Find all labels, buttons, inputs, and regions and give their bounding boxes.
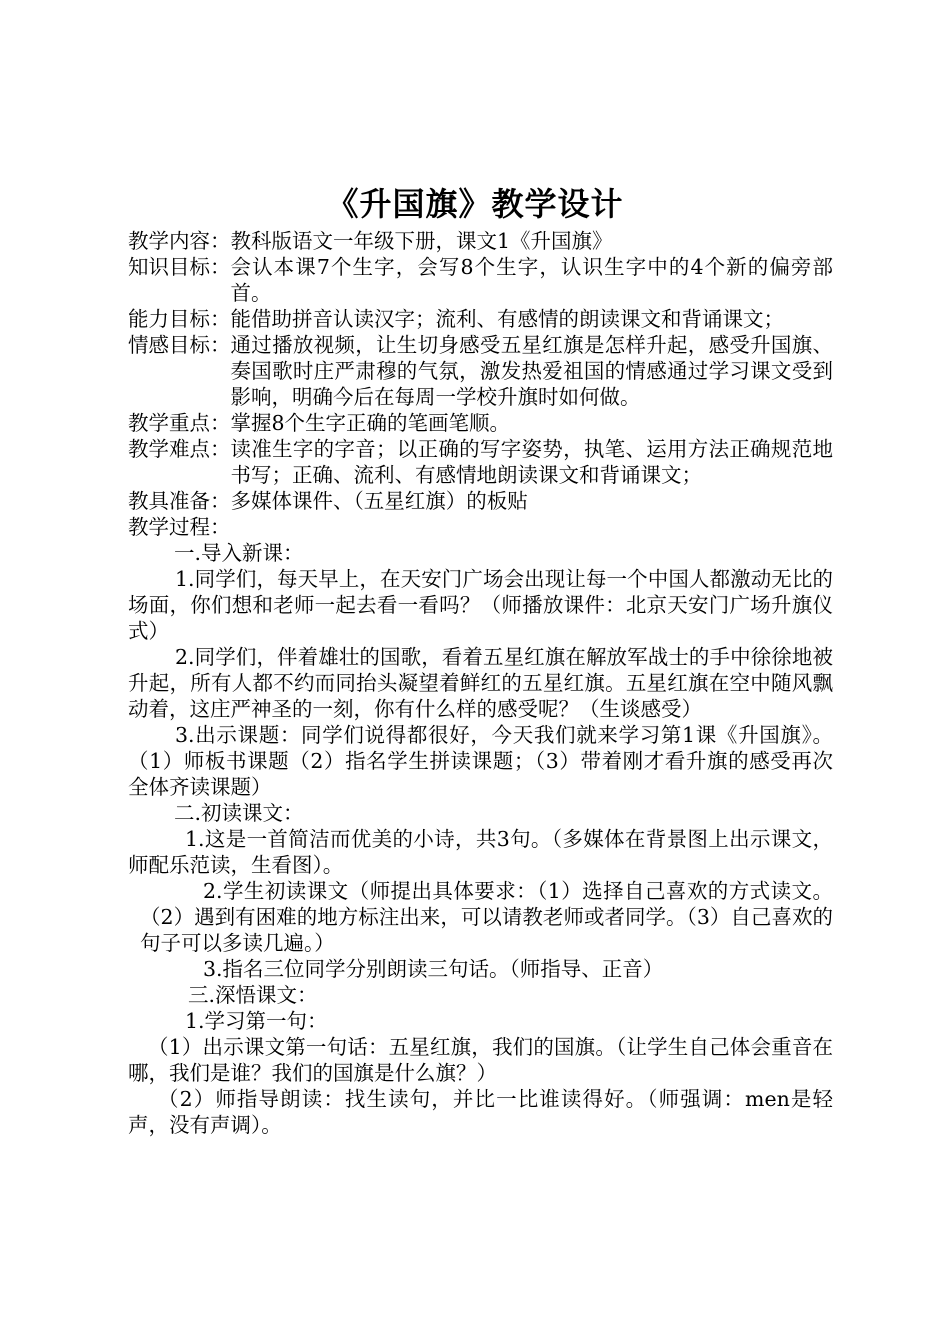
paragraph: （2）师指导朗读：找生读句，并比一比谁读得好。（师强调：men是轻声，没有声调）。 bbox=[128, 1087, 833, 1137]
field-content bbox=[128, 228, 833, 254]
field-knowledge-goal bbox=[128, 254, 833, 306]
field-label: 能力目标： bbox=[128, 307, 231, 331]
field-label: 教学重点： bbox=[128, 411, 231, 435]
field-value: 能借助拼音认读汉字；流利、有感情的朗读课文和背诵课文； bbox=[230, 307, 784, 331]
field-ability-goal bbox=[128, 306, 833, 332]
field-label: 教学难点： bbox=[128, 437, 231, 461]
paragraph: 1.这是一首简洁而优美的小诗，共3句。（多媒体在背景图上出示课文，师配乐范读，生看图）。 bbox=[128, 827, 833, 877]
field-value: 多媒体课件、（五星红旗）的板贴 bbox=[230, 489, 528, 513]
field-value: 教科版语文一年级下册，课文1《升国旗》 bbox=[230, 229, 613, 253]
paragraph: （1）出示课文第一句话：五星红旗，我们的国旗。（让学生自己体会重音在哪，我们是谁？我们的国旗是什么旗？） bbox=[128, 1035, 833, 1085]
paragraph: 2.同学们，伴着雄壮的国歌，看着五星红旗在解放军战士的手中徐徐地被升起，所有人都不约而同抬头凝望着鲜红的五星红旗。五星红旗在空中随风飘动着，这庄严神圣的一刻，你有什么样的感受呢？（生谈感受） bbox=[128, 645, 833, 721]
field-label: 情感目标： bbox=[128, 333, 231, 357]
field-value: 通过播放视频，让生切身感受五星红旗是怎样升起，感受升国旗、奏国歌时庄严肃穆的气氛，激发热爱祖国的情感通过学习课文受到影响，明确今后在每周一学校升旗时如何做。 bbox=[230, 333, 833, 409]
field-value: 读准生字的字音；以正确的写字姿势，执笔、运用方法正确规范地书写；正确、流利、有感情地朗读课文和背诵课文； bbox=[230, 437, 833, 487]
paragraph: 2.学生初读课文（师提出具体要求：（1）选择自己喜欢的方式读文。（2）遇到有困难的地方标注出来，可以请教老师或者同学。（3）自己喜欢的句子可以多读几遍。） bbox=[140, 879, 833, 955]
paragraph: 1.同学们，每天早上，在天安门广场会出现让每一个中国人都激动无比的场面，你们想和老师一起去看一看吗？（师播放课件：北京天安门广场升旗仪式） bbox=[128, 567, 833, 643]
field-key-point bbox=[128, 410, 833, 436]
field-label: 知识目标： bbox=[128, 255, 231, 279]
paragraph: 1.学习第一句： bbox=[185, 1009, 328, 1033]
field-label: 教具准备： bbox=[128, 489, 231, 513]
field-value: 会认本课7个生字，会写8个生字，认识生字中的4个新的偏旁部首。 bbox=[230, 255, 833, 305]
field-value: 掌握8个生字正确的笔画笔顺。 bbox=[230, 411, 511, 435]
paragraph: 3.出示课题：同学们说得都很好，今天我们就来学习第1课《升国旗》。（1）师板书课题（2）指名学生拼读课题；（3）带着刚才看升旗的感受再次全体齐读课题） bbox=[128, 723, 833, 799]
document-title: 《升国旗》教学设计 bbox=[326, 185, 624, 223]
section-heading-3: 三.深悟课文： bbox=[188, 983, 318, 1007]
document-body bbox=[128, 228, 833, 1138]
process-label: 教学过程： bbox=[128, 515, 231, 539]
section-heading-2: 二.初读课文： bbox=[174, 801, 304, 825]
field-difficulty bbox=[128, 436, 833, 488]
field-materials bbox=[128, 488, 833, 514]
field-emotion-goal bbox=[128, 332, 833, 410]
field-label: 教学内容： bbox=[128, 229, 231, 253]
section-heading-1: 一.导入新课： bbox=[174, 541, 304, 565]
paragraph: 3.指名三位同学分别朗读三句话。（师指导、正音） bbox=[203, 957, 664, 981]
